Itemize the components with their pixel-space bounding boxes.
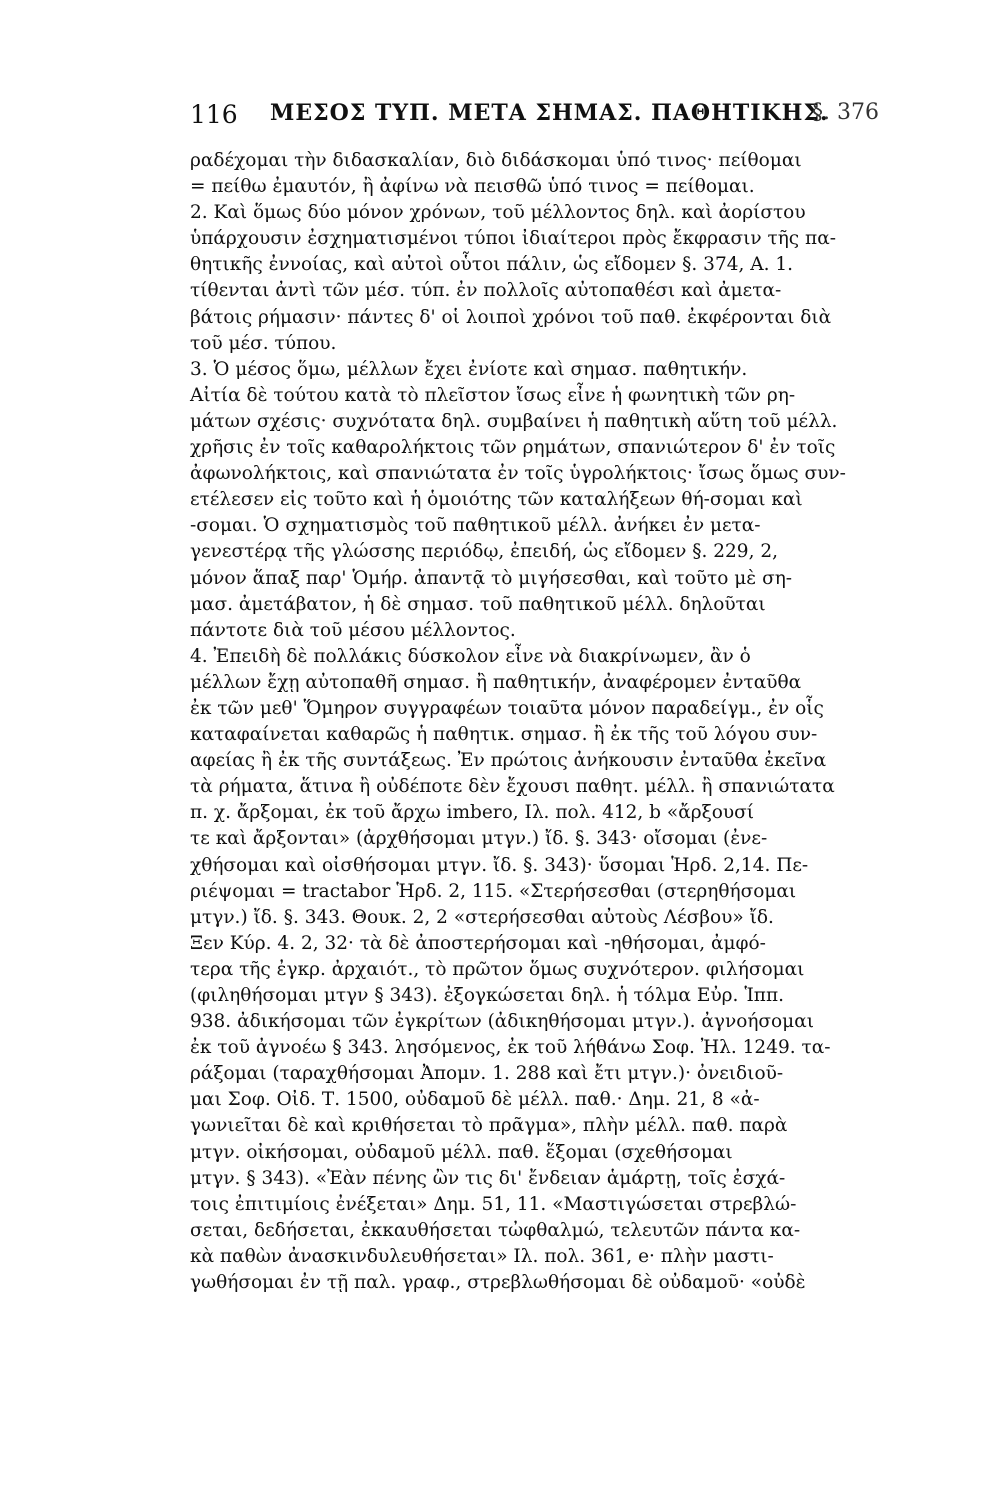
text-line: = πείθω ἐμαυτόν, ἢ ἀφίνω νὰ πεισθῶ ὑπό τινος = πείθομαι. [190,176,755,198]
text-line: τίθενται ἀντὶ τῶν μέσ. τύπ. ἐν πολλοῖς αὐτοπαθέσι καὶ ἀμετα- [190,280,782,302]
text-line: μτγν. οἰκήσομαι, οὐδαμοῦ μέλλ. παθ. ἕξομαι (σχεθήσομαι [190,1141,733,1163]
text-line: 938. ἀδικήσομαι τῶν ἐγκρίτων (ἀδικηθήσομαι μτγν.). ἀγνοήσομαι [190,1011,814,1033]
text-line: 3. Ὁ μέσος ὅμω, μέλλων ἔχει ἐνίοτε καὶ σημασ. παθητικήν. [190,358,748,380]
text-line: κὰ παθὼν ἀνασκινδυλευθήσεται» Ιλ. πολ. 361, e· πλὴν μαστι- [190,1245,774,1267]
text-line: 2. Καὶ ὅμως δύο μόνον χρόνων, τοῦ μέλλοντος δηλ. καὶ ἀορίστου [190,202,806,224]
text-line: τοις ἐπιτιμίοις ἐνέξεται» Δημ. 51, 11. «Μαστιγώσεται στρεβλώ- [190,1193,797,1215]
body-text [190,148,902,1296]
text-line: ριέψομαι = tractabor Ἡρδ. 2, 115. «Στερήσεσθαι (στερηθήσομαι [190,880,797,902]
text-line: χρῆσις ἐν τοῖς καθαρολήκτοις τῶν ρημάτων, σπανιώτερον δ' ἐν τοῖς [190,437,836,459]
page-number: 116 [190,100,238,129]
text-line: ἐκ τῶν μεθ' Ὅμηρον συγγραφέων τοιαῦτα μόνον παραδείγμ., ἐν οἷς [190,697,824,719]
text-line: βάτοις ρήμασιν· πάντες δ' οἱ λοιποὶ χρόνοι τοῦ παθ. ἐκφέρονται διὰ [190,306,832,328]
text-line: ετέλεσεν εἰς τοῦτο καὶ ἡ ὁμοιότης τῶν καταλήξεων θή-σομαι καὶ [190,489,803,511]
text-line: μτγν.) ἴδ. §. 343. Θουκ. 2, 2 «στερήσεσθαι αὐτοὺς Λέσβου» ἴδ. [190,906,774,928]
text-line: σεται, δεδήσεται, ἐκκαυθήσεται τὠφθαλμώ, τελευτῶν πάντα κα- [190,1219,801,1241]
text-line: 4. Ἐπειδὴ δὲ πολλάκις δύσκολον εἶνε νὰ διακρίνωμεν, ἂν ὁ [190,645,751,667]
text-line: μτγν. § 343). «Ἐὰν πένης ὢν τις δι' ἔνδειαν ἁμάρτῃ, τοῖς ἐσχά- [190,1167,786,1189]
text-line: μάτων σχέσις· συχνότατα δηλ. συμβαίνει ἡ παθητικὴ αὕτη τοῦ μέλλ. [190,410,838,432]
text-line: ὑπάρχουσιν ἐσχηματισμένοι τύποι ἰδιαίτεροι πρὸς ἔκφρασιν τῆς πα- [190,228,836,250]
text-line: ἀφωνολήκτοις, καὶ σπανιώτατα ἐν τοῖς ὑγρολήκτοις· ἴσως ὅμως συν- [190,463,846,485]
text-line: Ξεν Κύρ. 4. 2, 32· τὰ δὲ ἀποστερήσομαι καὶ -ηθήσομαι, ἀμφό- [190,932,766,954]
text-line: μασ. ἀμετάβατον, ἡ δὲ σημασ. τοῦ παθητικοῦ μέλλ. δηλοῦται [190,593,766,615]
text-line: τε καὶ ἄρξονται» (ἀρχθήσομαι μτγν.) ἴδ. §. 343· οἴσομαι (ἐνε- [190,828,768,850]
text-line: μόνον ἅπαξ παρ' Ὁμήρ. ἀπαντᾷ τὸ μιγήσεσθαι, καὶ τοῦτο μὲ ση- [190,567,793,589]
text-line: ράξομαι (ταραχθήσομαι Ἀπομν. 1. 288 καὶ ἔτι μτγν.)· ὀνειδιοῦ- [190,1063,784,1085]
section-reference: §. 376 [812,100,879,125]
text-line: γωνιεῖται δὲ καὶ κριθήσεται τὸ πρᾶγμα», πλὴν μέλλ. παθ. παρὰ [190,1115,788,1137]
text-line: Αἰτία δὲ τούτου κατὰ τὸ πλεῖστον ἴσως εἶνε ἡ φωνητικὴ τῶν ρη- [190,384,796,406]
text-line: μαι Σοφ. Οἰδ. Τ. 1500, οὐδαμοῦ δὲ μέλλ. παθ.· Δημ. 21, 8 «ἀ- [190,1089,760,1111]
text-line: (φιληθήσομαι μτγν § 343). ἐξογκώσεται δηλ. ἡ τόλμα Εὐρ. Ἱππ. [190,985,784,1006]
text-line: πάντοτε διὰ τοῦ μέσου μέλλοντος. [190,619,516,641]
text-line: τοῦ μέσ. τύπου. [190,332,337,354]
text-line: τὰ ρήματα, ἅτινα ἢ οὐδέποτε δὲν ἔχουσι παθητ. μέλλ. ἢ σπανιώτατα [190,776,835,798]
text-line: π. χ. ἄρξομαι, ἐκ τοῦ ἄρχω imbero, Ιλ. πολ. 412, b «ἄρξουσί [190,802,755,824]
text-line: ραδέχομαι τὴν διδασκαλίαν, διὸ διδάσκομαι ὑπό τινος· πείθομαι [190,150,802,171]
text-line: -σομαι. Ὁ σχηματισμὸς τοῦ παθητικοῦ μέλλ. ἀνήκει ἐν μετα- [190,515,761,537]
text-line: θητικῆς ἐννοίας, καὶ αὐτοὶ οὗτοι πάλιν, ὡς εἴδομεν §. 374, Α. 1. [190,254,794,276]
running-title: ΜΕΣΟΣ ΤΥΠ. ΜΕΤΑ ΣΗΜΑΣ. ΠΑΘΗΤΙΚΗΣ. [270,100,829,126]
text-line: χθήσομαι καὶ οἰσθήσομαι μτγν. ἴδ. §. 343)· ὕσομαι Ἡρδ. 2,14. Πε- [190,854,809,876]
text-line: ἐκ τοῦ ἀγνοέω § 343. λησόμενος, ἐκ τοῦ λήθάνω Σοφ. Ἠλ. 1249. τα- [190,1037,831,1059]
text-line: μέλλων ἔχῃ αὐτοπαθῆ σημασ. ἢ παθητικήν, ἀναφέρομεν ἐνταῦθα [190,671,802,693]
text-line: αφείας ἢ ἐκ τῆς συντάξεως. Ἐν πρώτοις ἀνήκουσιν ἐνταῦθα ἐκεῖνα [190,750,827,772]
page-header [190,100,890,134]
text-line: γενεστέρᾳ τῆς γλώσσης περιόδῳ, ἐπειδή, ὡς εἴδομεν §. 229, 2, [190,541,778,563]
text-line: γωθήσομαι ἐν τῇ παλ. γραφ., στρεβλωθήσομαι δὲ οὐδαμοῦ· «οὐδὲ [190,1272,806,1294]
text-line: τερα τῆς ἐγκρ. ἀρχαιότ., τὸ πρῶτον ὅμως συχνότερον. φιλήσομαι [190,958,805,980]
text-line: καταφαίνεται καθαρῶς ἡ παθητικ. σημασ. ἢ ἐκ τῆς τοῦ λόγου συν- [190,724,818,746]
